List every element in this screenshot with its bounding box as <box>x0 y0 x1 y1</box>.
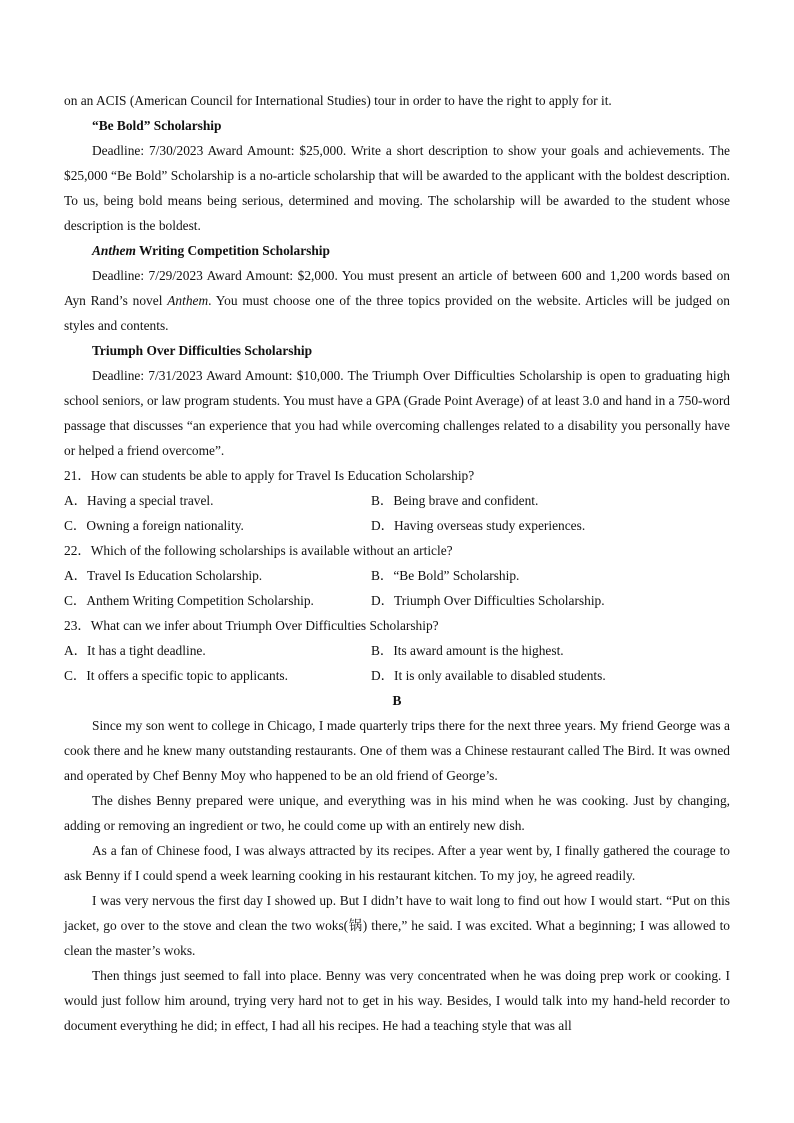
scholarship-title-anthem <box>64 238 730 263</box>
scholarship-title-triumph: Triumph Over Difficulties Scholarship <box>92 343 313 358</box>
question-23-option-c: C．It offers a specific topic to applicants. <box>64 668 288 683</box>
passage-b-paragraph-3: As a fan of Chinese food, I was always attracted by its recipes. After a year went by, I finally gathered the courage to ask Benny if I could spend a week learning cooking in his restaurant kitchen. To my joy, he agreed readily. <box>64 843 730 883</box>
question-22-options-row-2 <box>64 588 730 613</box>
passage-b-paragraph-1: Since my son went to college in Chicago, I made quarterly trips there for the next three years. My friend George was a cook there and he knew many outstanding restaurants. One of them was a Chinese restaurant called The Bird. It was owned and operated by Chef Benny Moy who happened to be an old friend of George’s. <box>64 718 730 783</box>
anthem-italic-title: Anthem <box>92 243 136 258</box>
anthem-title-rest: Writing Competition Scholarship <box>135 243 330 258</box>
section-label-b: B <box>392 693 402 708</box>
question-22-option-d: D．Triumph Over Difficulties Scholarship. <box>371 593 605 608</box>
anthem-novel-title: Anthem <box>167 293 209 308</box>
question-22-options-row-1 <box>64 563 730 588</box>
question-23-options-row-1 <box>64 638 730 663</box>
question-21-option-a: A．Having a special travel. <box>64 493 214 508</box>
scholarship-title-be-bold: “Be Bold” Scholarship <box>92 118 222 133</box>
question-21-options-row-1 <box>64 488 730 513</box>
scholarship-body-anthem: Deadline: 7/29/2023 Award Amount: $2,000. You must present an article of between 600 and 1,200 words based on Ayn Rand’s novel Anthem. You must choose one of the three topics provided on the website. Articles will be judged on styles and contents. <box>64 268 730 333</box>
question-22-option-b: B．“Be Bold” Scholarship. <box>371 568 520 583</box>
question-22-option-c: C．Anthem Writing Competition Scholarship. <box>64 593 314 608</box>
question-23-options-row-2 <box>64 663 730 688</box>
question-22-option-a: A．Travel Is Education Scholarship. <box>64 568 263 583</box>
question-21-option-d: D．Having overseas study experiences. <box>371 518 586 533</box>
passage-b-paragraph-4: I was very nervous the first day I showed up. But I didn’t have to wait long to find out how I would start. “Put on this jacket, go over to the stove and clean the two woks(锅) there,” he said. I was excited. What a beginning; I was allowed to clean the master’s woks. <box>64 893 730 958</box>
scholarship-body-be-bold: Deadline: 7/30/2023 Award Amount: $25,000. Write a short description to show your goals and achievements. The $25,000 “Be Bold” Scholarship is a no-article scholarship that will be awarded to the applicant with the boldest description. To us, being bold means being serious, determined and moving. The scholarship will be awarded to the student whose description is the boldest. <box>64 143 730 233</box>
document-page <box>64 88 730 1038</box>
passage-b-paragraph-2: The dishes Benny prepared were unique, and everything was in his mind when he was cooking. Just by changing, adding or removing an ingredient or two, he could come up with an entirely new dish. <box>64 793 730 833</box>
question-23-option-a: A．It has a tight deadline. <box>64 643 206 658</box>
question-23-option-b: B．Its award amount is the highest. <box>371 643 564 658</box>
question-23-stem: 23．What can we infer about Triumph Over Difficulties Scholarship? <box>64 618 439 633</box>
scholarship-body-triumph: Deadline: 7/31/2023 Award Amount: $10,000. The Triumph Over Difficulties Scholarship is open to graduating high school seniors, or law program students. You must have a GPA (Grade Point Average) of at least 3.0 and hand in a 750-word passage that discusses “an experience that you had while overcoming challenges related to a disability you personally have or helped a friend overcome”. <box>64 368 730 458</box>
passage-b-paragraph-5: Then things just seemed to fall into place. Benny was very concentrated when he was doing prep work or cooking. I would just follow him around, trying very hard not to get in his way. Besides, I would talk into my hand-held recorder to document everything he did; in effect, I had all his recipes. He had a teaching style that was all <box>64 968 730 1033</box>
question-21-option-c: C．Owning a foreign nationality. <box>64 518 244 533</box>
question-21-stem: 21．How can students be able to apply for Travel Is Education Scholarship? <box>64 468 475 483</box>
question-22-stem: 22．Which of the following scholarships is available without an article? <box>64 543 453 558</box>
question-21-option-b: B．Being brave and confident. <box>371 493 539 508</box>
question-23-option-d: D．It is only available to disabled students. <box>371 668 606 683</box>
intro-line: on an ACIS (American Council for International Studies) tour in order to have the right to apply for it. <box>64 93 612 108</box>
question-21-options-row-2 <box>64 513 730 538</box>
